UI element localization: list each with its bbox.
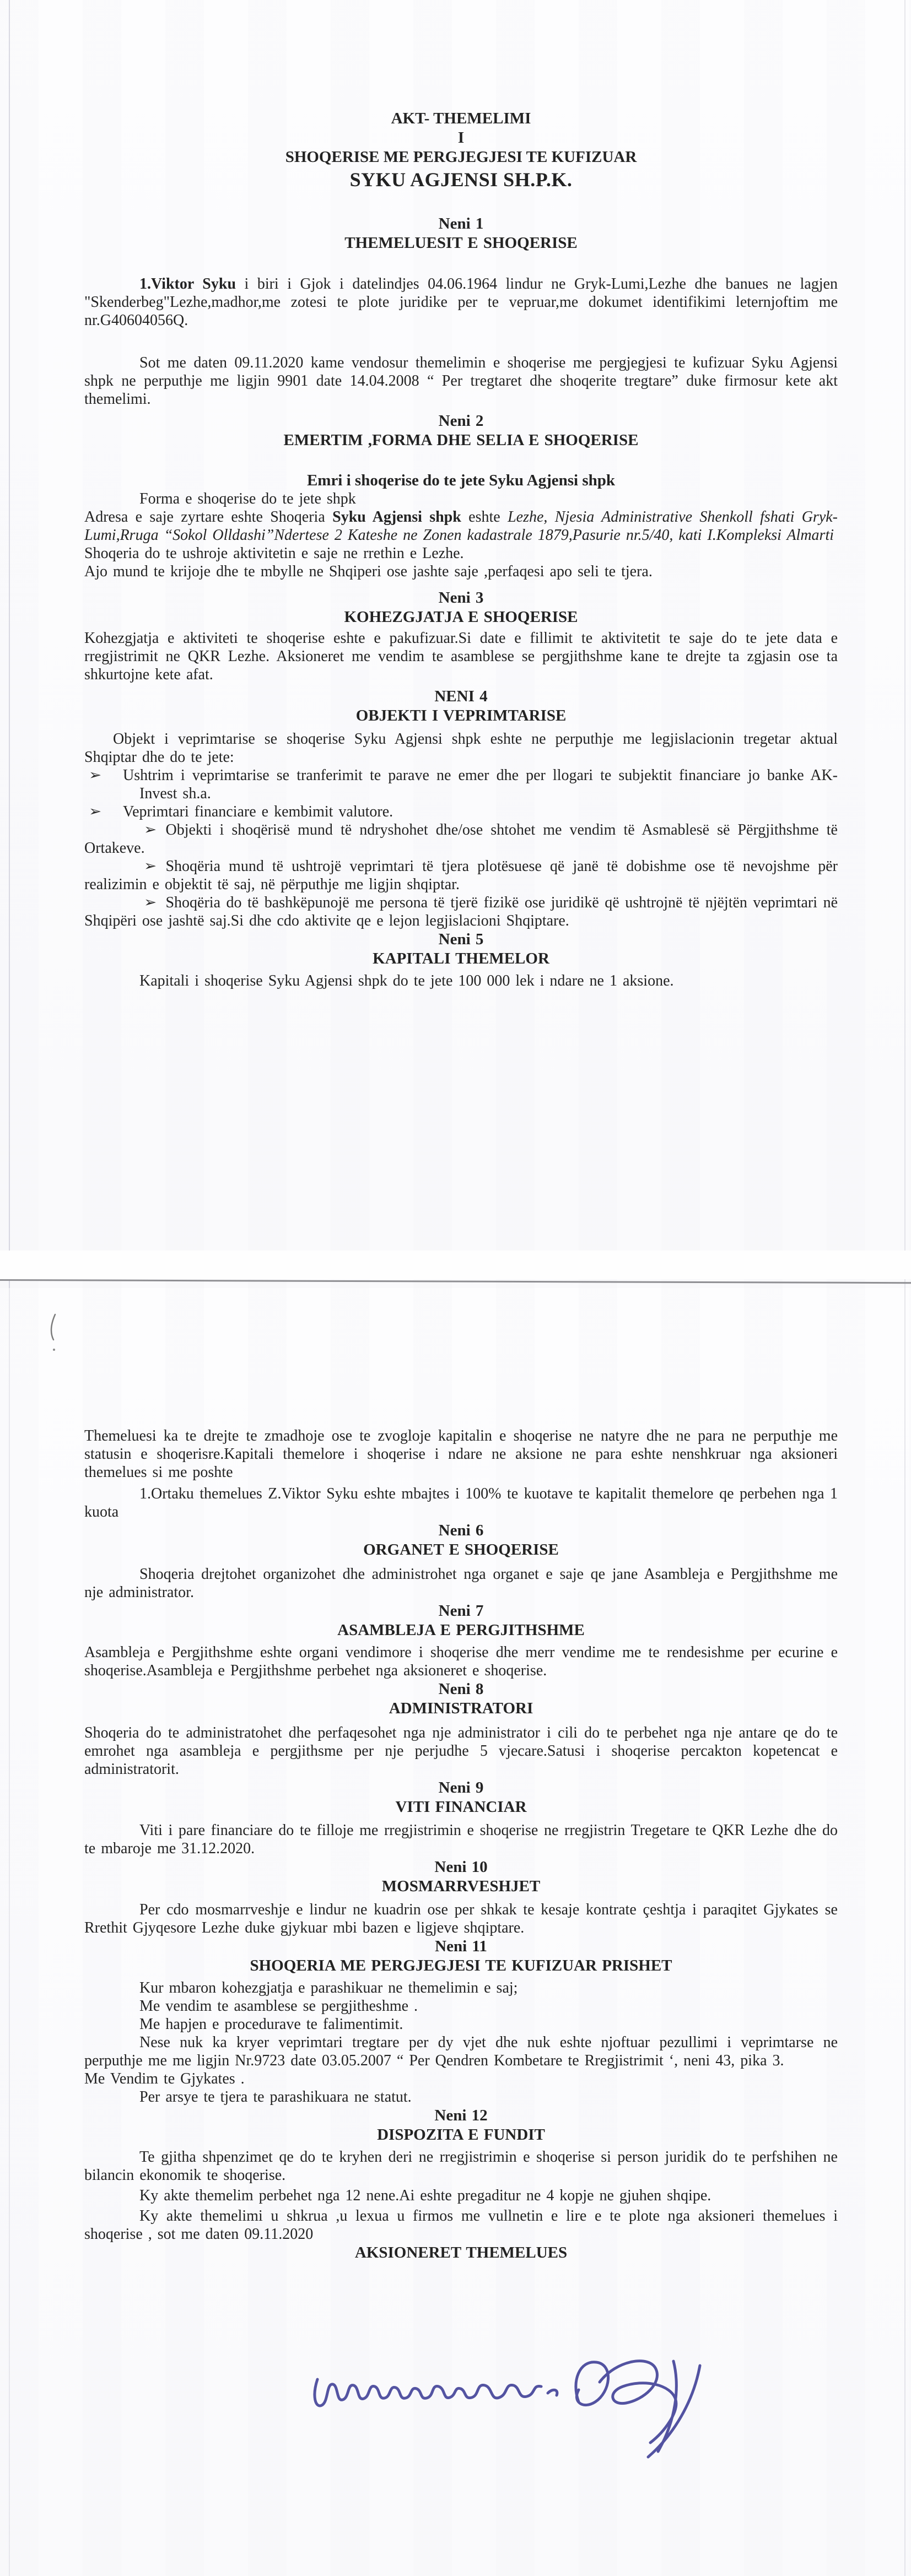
company-name-title: SYKU AGJENSI SH.P.K. xyxy=(349,169,573,191)
dissolution-item: Me vendim te asamblese se pergjitheshme . xyxy=(139,1998,418,2015)
bullet-text: Objekti i shoqërisë mund të ndryshohet dhe/ose shtohet me vendim të Asmablesë së Përgjithshme të Ortakeve. xyxy=(84,821,838,857)
ortaku-paragraph: 1.Ortaku themelues Z.Viktor Syku eshte mbajtes i 100% te kuotave te kapitalit themelore qe perbehen nga 1 kuota xyxy=(84,1485,838,1520)
neni-5-subheading: KAPITALI THEMELOR xyxy=(373,950,549,967)
arrow-bullet-icon: ➢ xyxy=(144,858,157,874)
founder-name: 1.Viktor Syku xyxy=(139,275,236,293)
neni-1-subheading: THEMELUESIT E SHOQERISE xyxy=(344,234,578,252)
page-edge-line xyxy=(904,0,905,1288)
neni-9-paragraph: Viti i pare financiare do te filloje me rregjistrimin e shoqerise ne rregjistrin Tregetare te QKR Lezhe dhe do te mbaroje me 31.12.2020. xyxy=(84,1822,838,1857)
scan-artifact-mark xyxy=(48,1311,57,1357)
neni-5-heading: Neni 5 xyxy=(438,930,484,948)
neni-12-heading: Neni 12 xyxy=(434,2107,488,2124)
neni-12-paragraph-1: Te gjitha shpenzimet qe do te kryhen deri ne rregjistrimin e shoqerise si person juridik do te perfshihen ne bilancin ekonomik te shoqerise. xyxy=(84,2149,838,2184)
neni-6-heading: Neni 6 xyxy=(438,1522,484,1539)
neni-11-heading: Neni 11 xyxy=(435,1938,487,1955)
neni-8-heading: Neni 8 xyxy=(438,1680,484,1698)
neni-10-subheading: MOSMARRVESHJET xyxy=(381,1877,541,1895)
address-italic: Lezhe, Njesia Administrative Shenkoll fshati Gryk-Lumi,Rruga “Sokol Olldashi”Ndertese 2 Kateshe ne Zonen kadastrale 1879,Pasurie nr.5/40, kati I.Kompleksi Almarti xyxy=(84,508,838,544)
activity-area-line: Shoqeria do te ushroje aktivitetin e saje ne rrethin e Lezhe. xyxy=(84,545,464,562)
address-mid: eshte xyxy=(461,508,508,526)
neni-3-heading: Neni 3 xyxy=(438,589,484,607)
neni-6-paragraph: Shoqeria drejtohet organizohet dhe administrohet nga organet e saje qe jane Asambleja e Pergjithshme me nje administrator. xyxy=(84,1566,838,1601)
neni-8-paragraph: Shoqeria do te administratohet dhe perfaqesohet nga nje administrator i cili do te perbehet nga nje antare qe do te emrohet nga asambleja e pergjithsme per nje perjudhe 5 vjecare.Satusi i shoqerise percakton kopetencat e administratorit. xyxy=(84,1724,838,1778)
court-decision-line: Me Vendim te Gjykates . xyxy=(84,2070,245,2087)
neni-12-paragraph-3: Ky akte themelimi u shkrua ,u lexua u firmos me vullnetin e lire e te plote nga aksioneri themelues i shoqerise , sot me daten 09.11.2020 xyxy=(84,2207,838,2243)
bullet-text: Shoqëria mund të ushtrojë veprimtari të tjera plotësuese që janë të dobishme ose të nevojshme për realizimin e objektit të saj, në përputhje me ligjin shqiptar. xyxy=(84,858,838,893)
founding-shareholders-heading: AKSIONERET THEMELUES xyxy=(354,2244,568,2261)
company-name-line: Emri i shoqerise do te jete Syku Agjensi shpk xyxy=(306,472,616,489)
bullet-item xyxy=(84,857,838,894)
doc-title-line-1: AKT- THEMELIMI xyxy=(391,110,531,127)
neni-3-paragraph: Kohezgjatja e aktiviteti te shoqerise eshte e pakufizuar.Si date e fillimit te aktivitetit te saje do te jete data e rregjistrimit ne QKR Lezhe. Aksioneret me vendim te asamblese se pergjithshme kane te drejte ta zgjasin ose ta shkurtojne kete afat. xyxy=(84,630,838,683)
neni-11-subheading: SHOQERIA ME PERGJEGJESI TE KUFIZUAR PRISHET xyxy=(250,1957,672,1974)
bullet-item xyxy=(84,821,838,857)
page-edge-line xyxy=(9,1288,10,2576)
page-edge-line xyxy=(904,1288,905,2576)
neni-7-heading: Neni 7 xyxy=(438,1602,484,1620)
capital-change-paragraph: Themeluesi ka te drejte te zmadhoje ose te zvogloje kapitalin e shoqerise ne natyre dhe ne para ne perputhje me statusin e shoqerisre.Kapitali themelore i shoqerise i ndare ne aksione ne para eshte nenshkruar nga aksioneri themelues si me poshte xyxy=(84,1427,838,1481)
arrow-bullet-icon: ➢ xyxy=(144,822,157,838)
neni-3-subheading: KOHEZGJATJA E SHOQERISE xyxy=(344,608,578,626)
doc-title-line-3: SHOQERISE ME PERGJEGJESI TE KUFIZUAR xyxy=(285,148,637,166)
bullet-item: ➢ Ushtrim i veprimtarise se tranferimit te parave ne emer dhe per llogari te subjektit financiare jo banke AK-Invest sh.a. xyxy=(89,767,838,802)
signature-scribble xyxy=(308,2349,726,2465)
bullet-text: Ushtrim i veprimtarise se tranferimit te parave ne emer dhe per llogari te subjektit financiare jo banke AK-Invest sh.a. xyxy=(123,767,838,802)
arrow-bullet-icon: ➢ xyxy=(144,895,157,911)
other-reasons-line: Per arsye te tjera te parashikuara ne statut. xyxy=(139,2088,412,2106)
neni-8-subheading: ADMINISTRATORI xyxy=(389,1700,533,1717)
neni-7-subheading: ASAMBLEJA E PERGJITHSHME xyxy=(337,1621,585,1639)
founder-details: i biri i Gjok i datelindjes 04.06.1964 lindur ne Gryk-Lumi,Lezhe dhe banues ne lagjen "Skenderbeg"Lezhe,madhor,me zotesi te plote juridike per te vepruar,me dokumet identifikimi leternjoftim me nr.G40604056Q. xyxy=(84,275,838,329)
neni-12-subheading: DISPOZITA E FUNDIT xyxy=(377,2126,545,2144)
page-edge-line xyxy=(9,0,10,1288)
bullet-text: Veprimtari financiare e kembimit valutore. xyxy=(123,803,393,820)
neni-2-heading: Neni 2 xyxy=(438,412,484,430)
neni-9-subheading: VITI FINANCIAR xyxy=(395,1798,527,1816)
neni-12-paragraph-2: Ky akte themelim perbehet nga 12 nene.Ai eshte pregaditur ne 4 kopje ne gjuhen shqipe. xyxy=(139,2187,711,2204)
nese-paragraph: Nese nuk ka kryer veprimtari tregtare per dy vjet dhe nuk eshte njoftuar pezullimi i veprimtarse ne perputhje me me ligjin Nr.9723 date 03.05.2007 “ Per Qendren Kombetare te Rregjistrimit ‘, neni 43, pika 3. xyxy=(84,2034,838,2069)
neni-1-paragraph-founder xyxy=(84,275,838,329)
bullet-text: Shoqëria do të bashkëpunojë me persona të tjerë fizikë ose juridikë që ushtrojnë të njëjtën veprimtari në Shqipëri ose jashtë saj.Si dhe cdo aktivite qe e lejon legjislacioni Shqiptare. xyxy=(84,894,838,929)
address-prefix: Adresa e saje zyrtare eshte Shoqeria xyxy=(84,508,333,526)
neni-4-subheading: OBJEKTI I VEPRIMTARISE xyxy=(355,707,567,724)
address-paragraph xyxy=(84,508,838,544)
page-2 xyxy=(0,1288,911,2576)
neni-1-paragraph-decision: Sot me daten 09.11.2020 kame vendosur themelimin e shoqerise me pergjegjesi te kufizuar Syku Agjensi shpk ne perputhje me ligjin 9901 date 14.04.2008 “ Per tregtaret dhe shoqerite tregtare” duke firmosur kete akt themelimi. xyxy=(84,354,838,408)
neni-10-heading: Neni 10 xyxy=(434,1858,488,1876)
neni-5-paragraph: Kapitali i shoqerise Syku Agjensi shpk do te jete 100 000 lek i ndare ne 1 aksione. xyxy=(139,972,674,989)
neni-4-intro: Objekt i veprimtarise se shoqerise Syku Agjensi shpk eshte ne perputhje me legjislacionin tregetar aktual Shqiptar dhe do te jete: xyxy=(84,730,838,766)
page-gap-band xyxy=(0,1251,911,1279)
neni-7-paragraph: Asambleja e Pergjithshme eshte organi vendimore i shoqerise dhe merr vendime me te rendesishme per ecurine e shoqerise.Asambleja e Pergjithshme perbehet nga aksioneret e shoqerise. xyxy=(84,1644,838,1679)
bullet-item: ➢ Veprimtari financiare e kembimit valutore. xyxy=(89,803,393,820)
neni-9-heading: Neni 9 xyxy=(438,1779,484,1796)
dissolution-item: Me hapjen e procedurave te falimentimit. xyxy=(139,2016,403,2033)
neni-10-paragraph: Per cdo mosmarrveshje e lindur ne kuadrin ose per shkak te kesaje kontrate çeshtja i paraqitet Gjykates se Rrethit Gjyqesore Lezhe duke gjykuar mbi bazen e ligjeve shqiptare. xyxy=(84,1901,838,1936)
neni-1-heading: Neni 1 xyxy=(438,215,484,232)
neni-2-subheading: EMERTIM ,FORMA DHE SELIA E SHOQERISE xyxy=(283,431,639,449)
neni-6-subheading: ORGANET E SHOQERISE xyxy=(363,1541,559,1558)
dissolution-item: Kur mbaron kohezgjatja e parashikuar ne themelimin e saj; xyxy=(139,1979,518,1996)
branches-line: Ajo mund te krijoje dhe te mbylle ne Shqiperi ose jashte saje ,perfaqesi apo seli te tjera. xyxy=(84,563,653,580)
bullet-item xyxy=(84,894,838,930)
address-company-bold: Syku Agjensi shpk xyxy=(332,508,461,526)
forma-line: Forma e shoqerise do te jete shpk xyxy=(139,490,356,507)
neni-4-heading: NENI 4 xyxy=(434,688,488,705)
doc-title-line-2: I xyxy=(457,129,465,147)
